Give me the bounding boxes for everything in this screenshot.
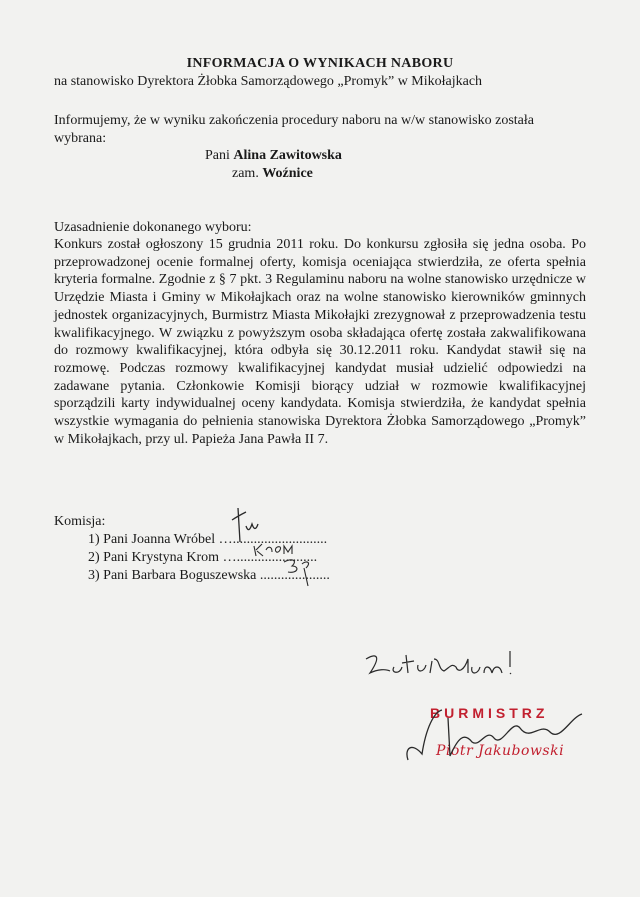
- approval-handwriting: [360, 645, 580, 685]
- person-prefix: Pani: [205, 148, 234, 163]
- mayor-signature: [400, 698, 600, 768]
- stamp-title: BURMISTRZ: [430, 705, 549, 721]
- member-name: Pani Joanna Wróbel: [103, 532, 216, 547]
- member-number: 1): [88, 532, 100, 547]
- person-name: Alina Zawitowska: [233, 148, 342, 163]
- justification-heading: Uzasadnienie dokonanego wyboru:: [54, 220, 252, 235]
- residence-name: Woźnice: [262, 166, 313, 181]
- stamp-name: Piotr Jakubowski: [436, 743, 565, 759]
- justification-body: Konkurs został ogłoszony 15 grudnia 2011 roku. Do konkursu zgłosiła się jedna osoba. Po przeprowadzonej ocenie formalnej oferty, komisja oceniająca stwierdziła, ze oferta spełnia kryteria formalne. Zgodnie z § 7 pkt. 3 Regulaminu naboru na wolne stanowisko urzędnicze w Urzędzie Miasta i Gminy w Mikołajkach oraz na wolne stanowisko kierowników gminnych jednostek organizacyjnych, Burmistrz Miasta Mikołajki zrezygnował z przeprowadzenia testu kwalifikacyjnego. W związku z powyższym osoba składająca ofertę została zakwalifikowana do rozmowy kwalifikacyjnej, która odbyła się 30.12.2011 roku. Kandydat stawił się na rozmowę. Podczas rozmowy kwalifikacyjnej kandydat musiał udzielić odpowiedzi na zadawane pytania. Członkowie Komisji biorący udział w rozmowie kwalifikacyjnej sporządzili karty indywidualnej oceny kandydata. Komisja stwierdziła, że kandydat spełnia wszystkie wymagania do pełnienia stanowiska Dyrektora Żłobka Samorządowego „Promyk” w Mikołajkach, przy ul. Papieża Jana Pawła II 7.: [54, 237, 586, 447]
- selected-person: [205, 148, 342, 164]
- member-name: Pani Krystyna Krom: [103, 550, 220, 565]
- document-subtitle: na stanowisko Dyrektora Żłobka Samorządowego „Promyk” w Mikołajkach: [54, 74, 483, 89]
- committee-heading: Komisja:: [54, 514, 106, 529]
- signature-line: …...........................: [218, 532, 328, 547]
- intro-paragraph: Informujemy, że w wyniku zakończenia procedury naboru na w/w stanowisko została wybrana:: [54, 113, 534, 146]
- residence-line: [232, 166, 313, 182]
- signature-line: ….......................: [222, 550, 318, 565]
- member-number: 2): [88, 550, 100, 565]
- document-title: INFORMACJA O WYNIKACH NABORU: [186, 56, 454, 71]
- residence-prefix: zam.: [232, 166, 263, 181]
- signature-boguszewska: [280, 556, 320, 590]
- member-name: Pani Barbara Boguszewska: [103, 568, 257, 583]
- member-number: 3): [88, 568, 100, 583]
- signature-line: ....................: [259, 568, 330, 583]
